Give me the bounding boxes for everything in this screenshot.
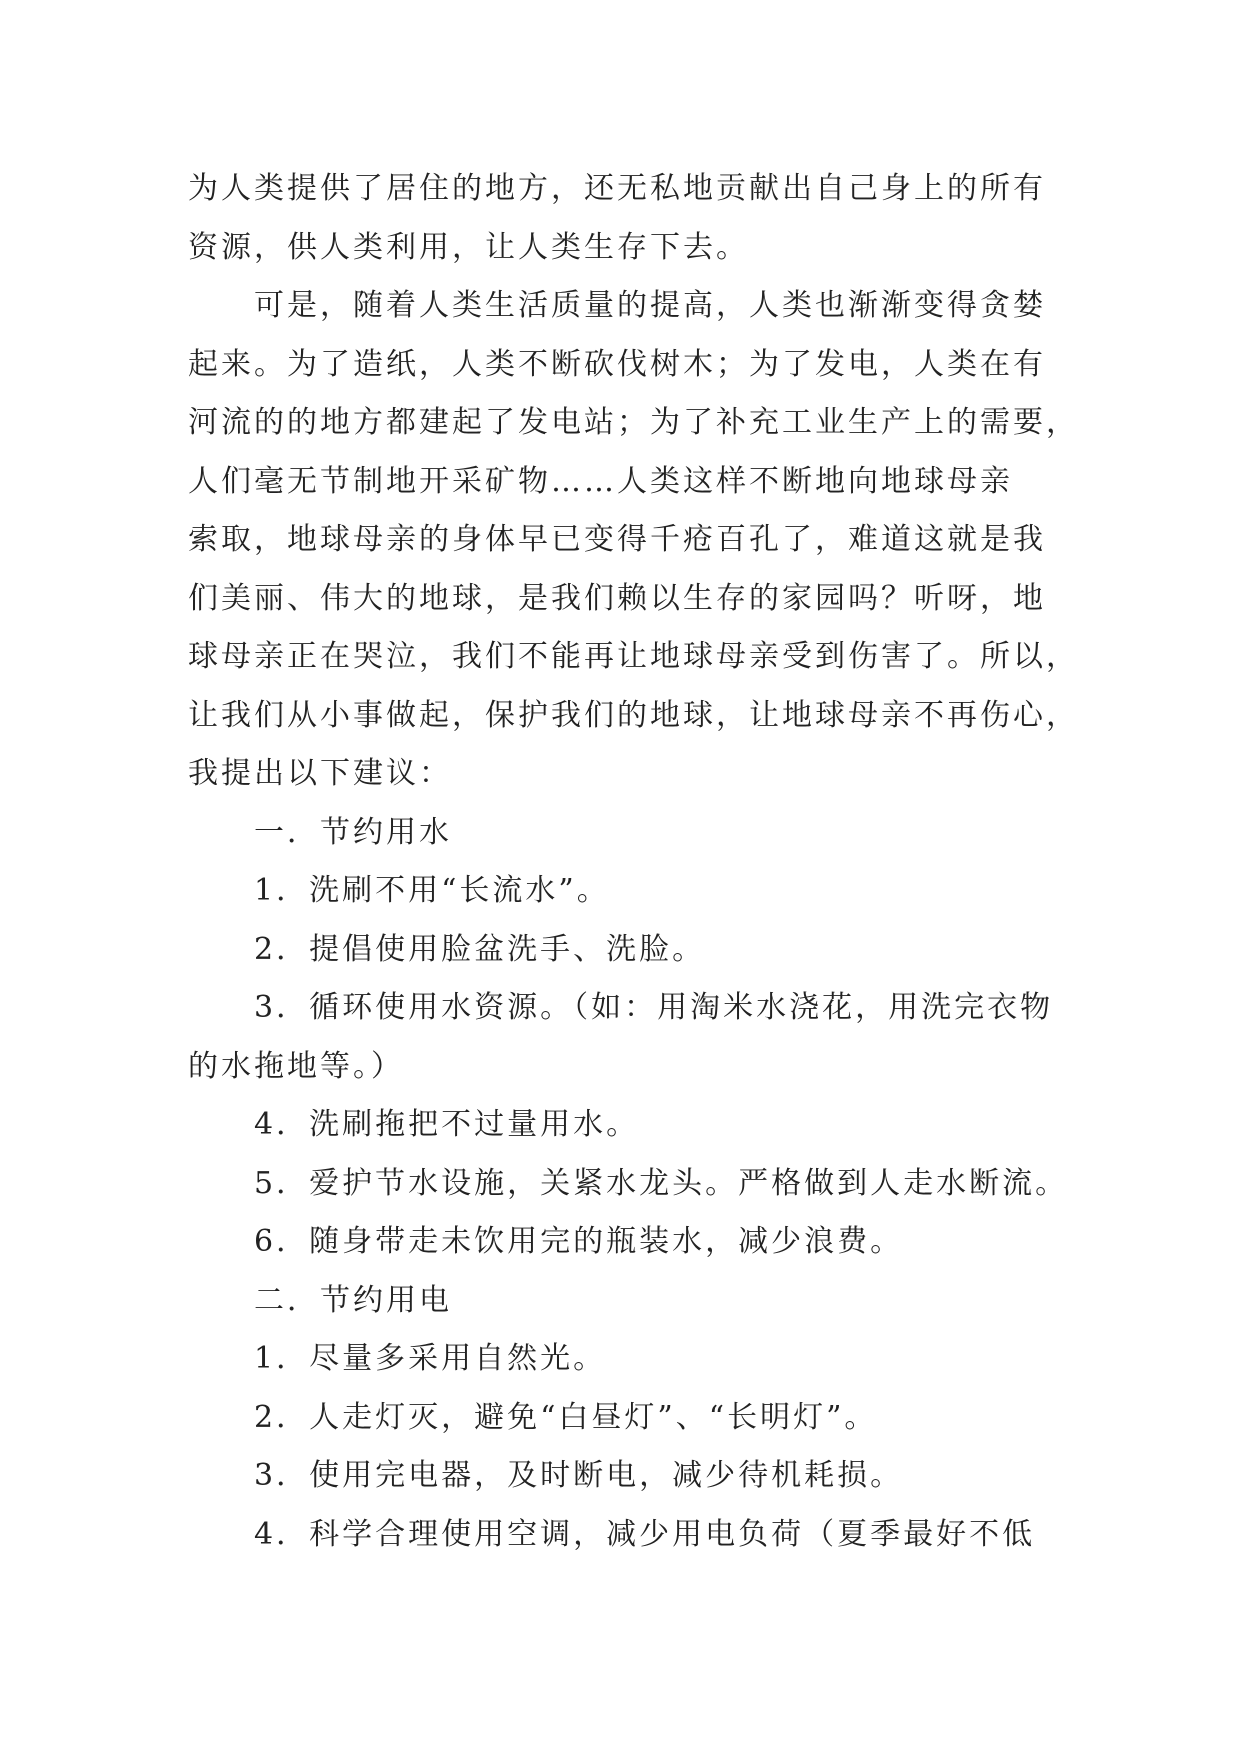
text-line: 球母亲正在哭泣，我们不能再让地球母亲受到伤害了。所以， — [188, 639, 1079, 674]
text-line: 2．提倡使用脸盆洗手、洗脸。 — [254, 931, 706, 967]
text-line: 让我们从小事做起，保护我们的地球，让地球母亲不再伤心， — [188, 697, 1079, 733]
text-line: 4．洗刷拖把不过量用水。 — [254, 1107, 640, 1142]
text-line: 3．使用完电器，及时断电，减少待机耗损。 — [254, 1458, 904, 1493]
text-line: 3．循环使用水资源。（如：用淘米水浇花，用洗完衣物 — [254, 990, 1054, 1025]
text-line: 河流的的地方都建起了发电站；为了补充工业生产上的需要， — [188, 405, 1079, 440]
text-line: 6．随身带走未饮用完的瓶装水，减少浪费。 — [254, 1224, 904, 1259]
text-line: 可是，随着人类生活质量的提高，人类也渐渐变得贪婪 — [254, 288, 1046, 323]
text-line: 5．爱护节水设施，关紧水龙头。严格做到人走水断流。 — [254, 1165, 1069, 1201]
text-line: 人们毫无节制地开采矿物……人类这样不断地向地球母亲 — [188, 463, 1013, 499]
text-line: 资源，供人类利用，让人类生存下去。 — [188, 229, 749, 265]
body-text — [188, 160, 1088, 1564]
text-line: 为人类提供了居住的地方，还无私地贡献出自己身上的所有 — [188, 171, 1046, 206]
text-line: 一．节约用水 — [254, 814, 452, 850]
text-line: 的水拖地等。） — [188, 1048, 404, 1084]
text-line: 我提出以下建议： — [188, 756, 452, 791]
text-line: 起来。为了造纸，人类不断砍伐树木；为了发电，人类在有 — [188, 346, 1046, 382]
text-line: 1．洗刷不用“长流水”。 — [254, 873, 610, 908]
text-line: 4．科学合理使用空调，减少用电负荷（夏季最好不低 — [254, 1516, 1036, 1552]
text-line: 1．尽量多采用自然光。 — [254, 1341, 607, 1376]
text-line: 们美丽、伟大的地球，是我们赖以生存的家园吗？听呀，地 — [188, 580, 1046, 616]
text-line: 索取，地球母亲的身体早已变得千疮百孔了，难道这就是我 — [188, 522, 1046, 557]
text-line: 二．节约用电 — [254, 1282, 452, 1318]
text-line: 2．人走灯灭，避免“白昼灯”、“长明灯”。 — [254, 1399, 878, 1435]
